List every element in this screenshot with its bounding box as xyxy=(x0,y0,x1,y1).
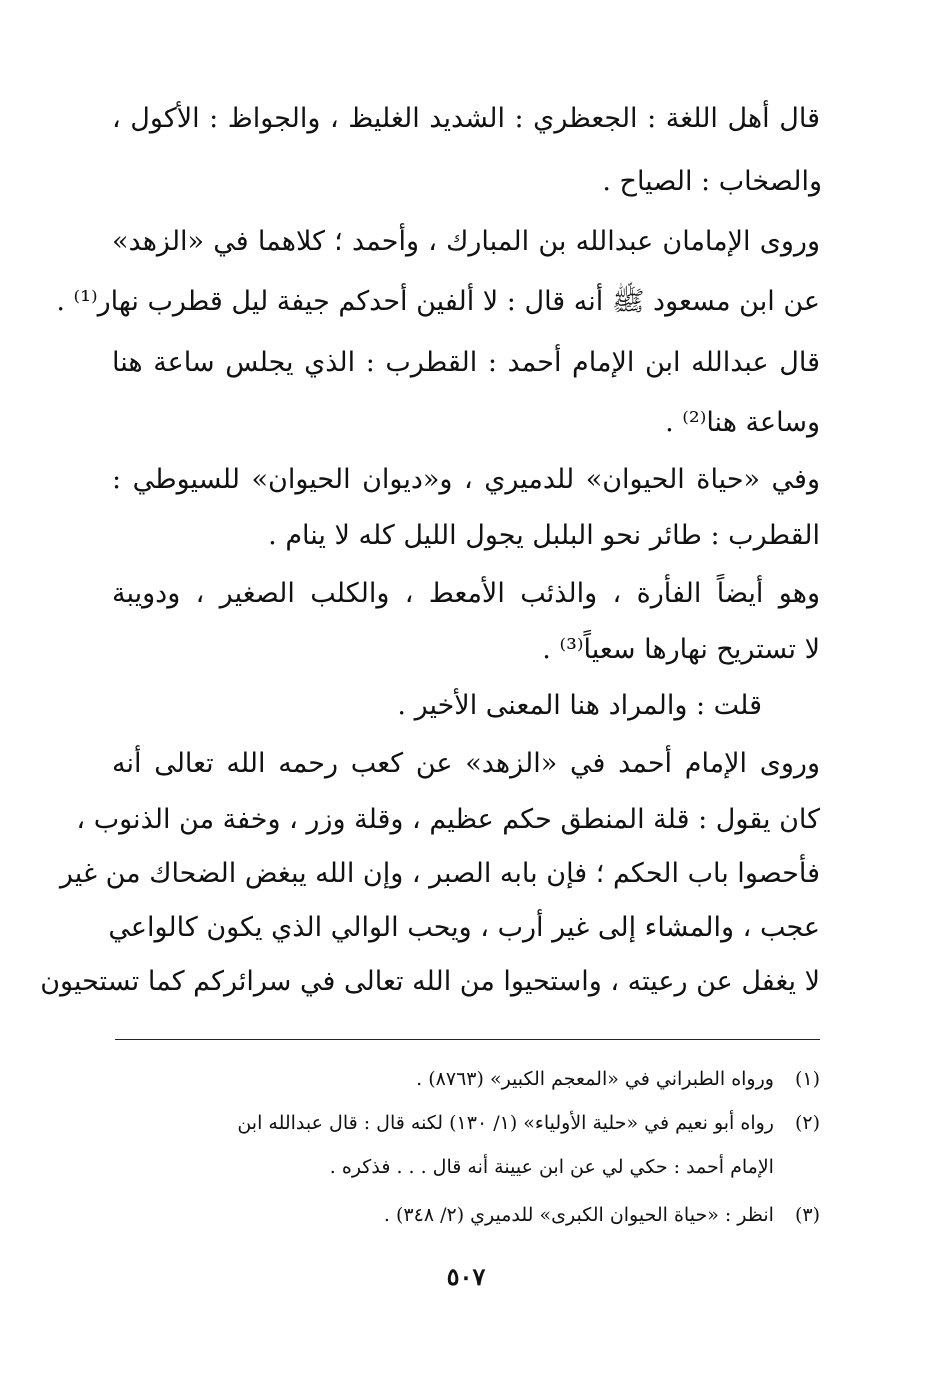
body-line-5: قال عبدالله ابن الإمام أحمد : القطرب : الذي يجلس ساعة هنا xyxy=(112,347,820,378)
body-line-8: القطرب : طائر نحو البلبل يجول الليل كله لا ينام . xyxy=(268,520,820,551)
footnote-text: الإمام أحمد : حكي لي عن ابن عيينة أنه قال . . . فذكره . xyxy=(329,1156,774,1178)
body-line-14: فأحصوا باب الحكم ؛ فإن بابه الصبر ، وإن الله يبغض الضحاك من غير xyxy=(59,858,820,889)
body-line-6: وساعة هنا⁽²⁾ . xyxy=(665,407,820,438)
footnote-text: ورواه الطبراني في «المعجم الكبير» (٨٧٦٣) . xyxy=(416,1068,774,1090)
footnote-1 xyxy=(112,1064,820,1094)
footnote-number: (٢) xyxy=(794,1112,820,1134)
footnote-2 xyxy=(112,1108,820,1138)
footnote-separator xyxy=(115,1039,820,1040)
body-line-13: كان يقول : قلة المنطق حكم عظيم ، وقلة وزر ، وخفة من الذنوب ، xyxy=(76,804,820,835)
body-line-15: عجب ، والمشاء إلى غير أرب ، ويحب الوالي الذي يكون كالواعي xyxy=(108,912,820,943)
body-line-2: والصخاب : الصياح . xyxy=(602,166,822,197)
body-line-16: لا يغفل عن رعيته ، واستحيوا من الله تعالى في سرائركم كما تستحيون xyxy=(40,966,820,997)
footnote-2-continued xyxy=(112,1152,820,1182)
body-line-1: قال أهل اللغة : الجعظري : الشديد الغليظ ، والجواظ : الأكول ، xyxy=(112,103,820,134)
footnote-text: انظر : «حياة الحيوان الكبرى» للدميري (٢/ ٣٤٨) . xyxy=(383,1204,774,1226)
footnote-number: (٣) xyxy=(794,1204,820,1226)
footnote-text: رواه أبو نعيم في «حلية الأولياء» (١/ ١٣٠) لكنه قال : قال عبدالله ابن xyxy=(237,1112,774,1134)
body-line-11: قلت : والمراد هنا المعنى الأخير . xyxy=(397,690,762,721)
body-line-9: وهو أيضاً الفأرة ، والذئب الأمعط ، والكلب الصغير ، ودويبة xyxy=(112,578,820,609)
footnote-3 xyxy=(112,1200,820,1230)
body-line-12: وروى الإمام أحمد في «الزهد» عن كعب رحمه الله تعالى أنه xyxy=(112,748,820,779)
body-line-4: عن ابن مسعود ﷺ أنه قال : لا ألفين أحدكم جيفة ليل قطرب نهار⁽¹⁾ . xyxy=(56,286,820,317)
body-line-10: لا تستريح نهارها سعياً⁽³⁾ . xyxy=(542,634,820,665)
body-line-3: وروى الإمامان عبدالله بن المبارك ، وأحمد ؛ كلاهما في «الزهد» xyxy=(112,226,820,257)
body-line-7: وفي «حياة الحيوان» للدميري ، و«ديوان الحيوان» للسيوطي : xyxy=(112,464,820,495)
footnote-number: (١) xyxy=(794,1068,820,1090)
page-number: ٥٠٧ xyxy=(446,1262,486,1291)
